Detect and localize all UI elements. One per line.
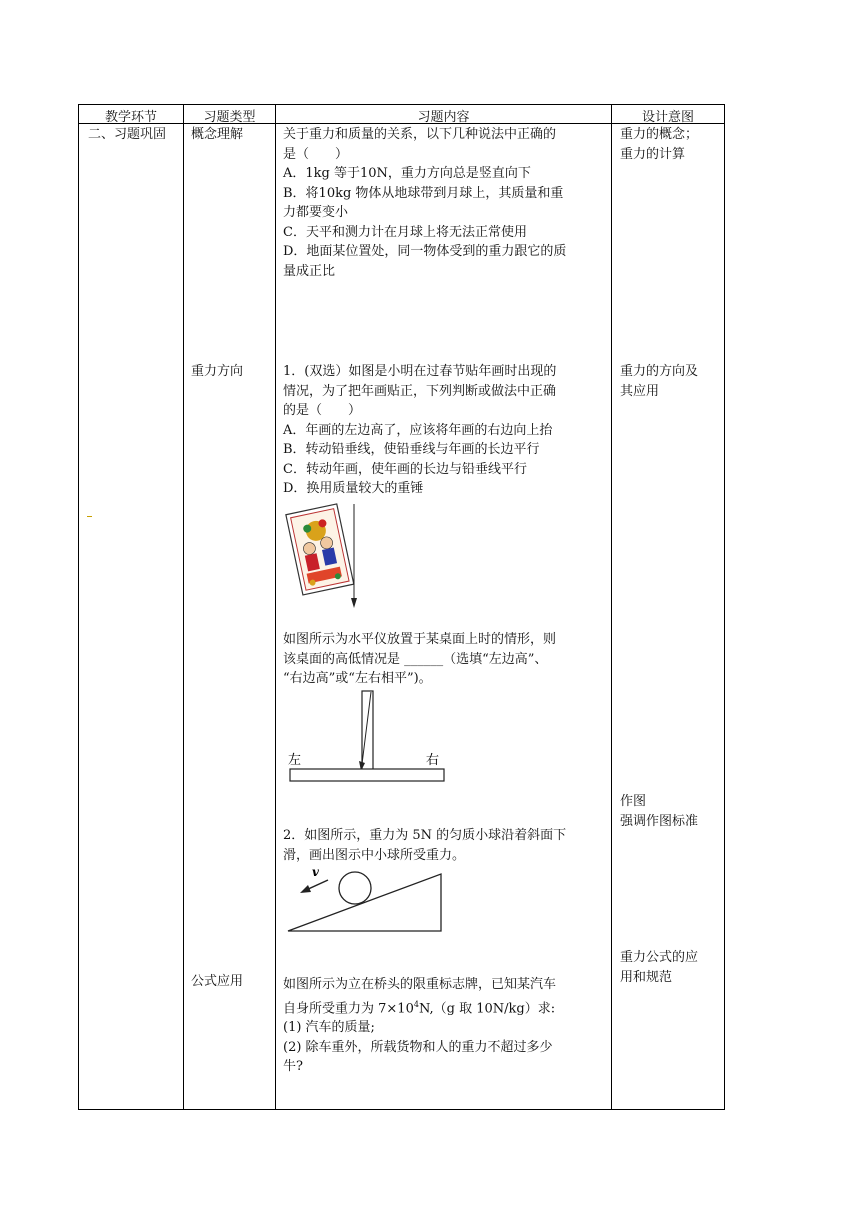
intent-1 [620, 125, 722, 164]
q5-weight-post: N,（g 取 10N/kg）求: [418, 1000, 556, 1016]
intent-line: 重力的计算 [620, 146, 686, 162]
intent-4 [620, 948, 722, 987]
new-year-picture-figure [282, 500, 362, 612]
question-3 [283, 630, 609, 689]
incline-figure [284, 860, 446, 934]
q3-line: “右边高”或“左右相平”)。 [283, 671, 432, 686]
velocity-arrow-icon [300, 885, 311, 893]
label-left: 左 [288, 753, 302, 768]
type-concept: 概念理解 [191, 127, 244, 142]
q5-line: 牛? [283, 1059, 303, 1075]
q1-line: 力都要变小 [283, 205, 349, 220]
tilted-picture [286, 504, 354, 595]
q5-line-weight [283, 995, 609, 1019]
type-formula: 公式应用 [191, 974, 244, 989]
q5-line: (2) 除车重外，所载货物和人的重力不超过多少 [283, 1039, 553, 1055]
q2-line: 1．(双选）如图是小明在过春节贴年画时出现的 [283, 364, 557, 379]
header-type: 习题类型 [203, 110, 256, 125]
level-figure [282, 688, 452, 788]
intent-line: 用和规范 [620, 969, 673, 985]
q5-weight-pre: 自身所受重力为 7×10 [283, 1000, 414, 1016]
intent-3 [620, 792, 722, 831]
q3-line: 如图所示为水平仪放置于某桌面上时的情形，则 [283, 632, 557, 647]
header-content: 习题内容 [417, 110, 470, 125]
q1-line: D．地面某位置处，同一物体受到的重力跟它的质 [283, 244, 567, 259]
desk-surface [290, 769, 444, 781]
q1-line: 是（ ） [283, 146, 349, 162]
type-direction: 重力方向 [191, 364, 244, 379]
q5-line: (1) 汽车的质量; [283, 1020, 375, 1036]
q1-line: 关于重力和质量的关系，以下几种说法中正确的 [283, 127, 557, 142]
q2-line: A．年画的左边高了，应该将年画的右边向上抬 [283, 422, 553, 438]
intent-line: 重力的概念； [620, 127, 699, 142]
question-1 [283, 125, 609, 281]
stage-label: 二、习题巩固 [88, 127, 167, 142]
q4-line: 滑，画出图示中小球所受重力。 [283, 847, 466, 863]
q1-line: B．将10kg 物体从地球带到月球上，其质量和重 [283, 185, 564, 201]
intent-line: 作图 [620, 794, 647, 809]
intent-2 [620, 362, 722, 401]
label-right: 右 [426, 753, 440, 768]
margin-mark [87, 516, 92, 517]
header-intent: 设计意图 [641, 110, 694, 125]
q2-line: 情况，为了把年画贴正，下列判断或做法中正确 [283, 383, 557, 399]
velocity-label: v [312, 865, 319, 879]
q2-line: B．转动铅垂线，使铅垂线与年画的长边平行 [283, 442, 540, 457]
question-2 [283, 362, 609, 499]
intent-line: 强调作图标准 [620, 813, 699, 829]
intent-line: 其应用 [620, 383, 660, 399]
q1-line: C．天平和测力计在月球上将无法正常使用 [283, 224, 527, 240]
intent-line: 重力的方向及 [620, 364, 699, 379]
question-5 [283, 975, 609, 1077]
q2-line: D．换用质量较大的重锤 [283, 481, 424, 496]
plumb-bob-icon [351, 598, 357, 608]
q1-line: 量成正比 [283, 263, 336, 279]
q3-line: 该桌面的高低情况是 ______（选填“左边高”、 [283, 651, 548, 667]
q5-line: 如图所示为立在桥头的限重标志牌，已知某汽车 [283, 977, 557, 992]
ball [339, 872, 371, 904]
q5-weight-exponent: 4 [413, 999, 419, 1009]
q2-line: C．转动年画，使年画的长边与铅垂线平行 [283, 461, 527, 477]
header-stage: 教学环节 [104, 110, 157, 125]
q4-line: 2．如图所示，重力为 5N 的匀质小球沿着斜面下 [283, 828, 567, 843]
intent-line: 重力公式的应 [620, 950, 699, 965]
q2-line: 的是（ ） [283, 403, 362, 418]
q1-line: A．1kg 等于10N，重力方向总是竖直向下 [283, 166, 531, 181]
